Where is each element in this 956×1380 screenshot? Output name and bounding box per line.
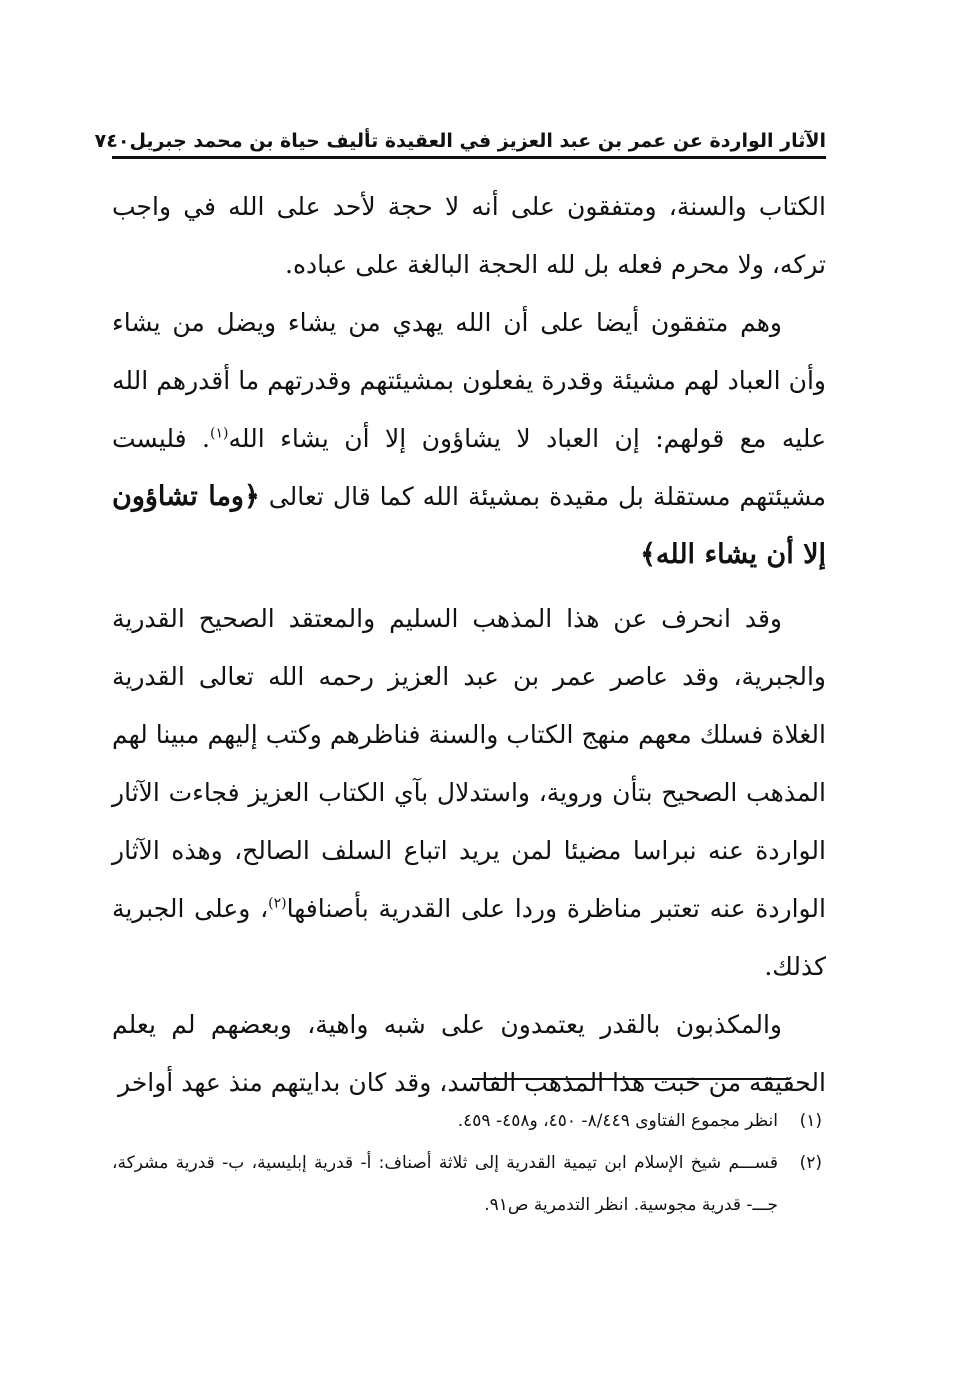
paragraph-text: الكتاب والسنة، ومتفقون على أنه لا حجة لأحد على الله في واجب تركه، ولا محرم فعله بل لله الحجة البالغة على عباده. (112, 192, 826, 279)
paragraph-text: وهم متفقون أيضا على أن الله يهدي من يشاء ويضل من يشاء وأن العباد لهم مشيئة وقدرة يفعلون بمشيئتهم وقدرتهم ما أقدرهم الله عليه مع قولهم: إن العباد لا يشاؤون إلا أن يشاء الله (112, 308, 827, 453)
footnote-number: (١) (799, 1111, 822, 1131)
footnote-ref[interactable]: (٢) (268, 895, 287, 912)
footnotes (112, 1100, 822, 1226)
footnote (112, 1100, 822, 1142)
paragraph-text: والمكذبون بالقدر يعتمدون على شبه واهية، وبعضهم لم يعلم الحقيقة من خبث هذا المذهب الفاسد، وقد كان بدايتهم منذ عهد أواخر (112, 1010, 826, 1097)
footnote-text: انظر مجموع الفتاوى ٨/٤٤٩- ٤٥٠، و٤٥٨- ٤٥٩. (457, 1111, 778, 1131)
quran-quote: ﴿وما تشاؤون إلا أن يشاء الله﴾ (112, 481, 826, 570)
running-header (94, 120, 826, 159)
footnote (112, 1142, 822, 1226)
paragraph-text: . فليست مشيئتهم مستقلة بل مقيدة بمشيئة الله كما قال تعالى (112, 424, 826, 511)
paragraph (112, 294, 826, 584)
paragraph-text: وقد انحرف عن هذا المذهب السليم والمعتقد الصحيح القدرية والجبرية، وقد عاصر عمر بن عبد العزيز رحمه الله تعالى القدرية الغلاة فسلك معهم منهج الكتاب والسنة فناظرهم وكتب إليهم مبينا لهم المذهب الصحيح بتأن وروية، واستدلال بآي الكتاب العزيز فجاءت الآثار الواردة عنه نبراسا مضيئا لمن يريد اتباع السلف الصالح، وهذه الآثار الواردة عنه تعتبر مناظرة وردا على القدرية بأصنافها (112, 604, 826, 923)
paragraph-text: ، وعلى الجبرية كذلك. (112, 894, 826, 981)
footnote-number: (٢) (799, 1153, 822, 1173)
header-title: الآثار الواردة عن عمر بن عبد العزيز في العقيدة تأليف حياة بن محمد جبريل (129, 130, 826, 152)
paragraph (112, 178, 826, 294)
footnote-ref[interactable]: (١) (210, 425, 229, 442)
paragraph (112, 996, 826, 1112)
main-text (112, 178, 826, 1112)
footnote-text: قســـم شيخ الإسلام ابن تيمية القدرية إلى ثلاثة أصناف: أ- قدرية إبليسية، ب- قدرية مشركة، جـــ- قدرية مجوسية. انظر التدمرية ص٩١. (112, 1153, 778, 1215)
paragraph (112, 590, 826, 996)
page-number: ٧٤٠ (94, 130, 130, 152)
footnote-divider (472, 1078, 790, 1080)
